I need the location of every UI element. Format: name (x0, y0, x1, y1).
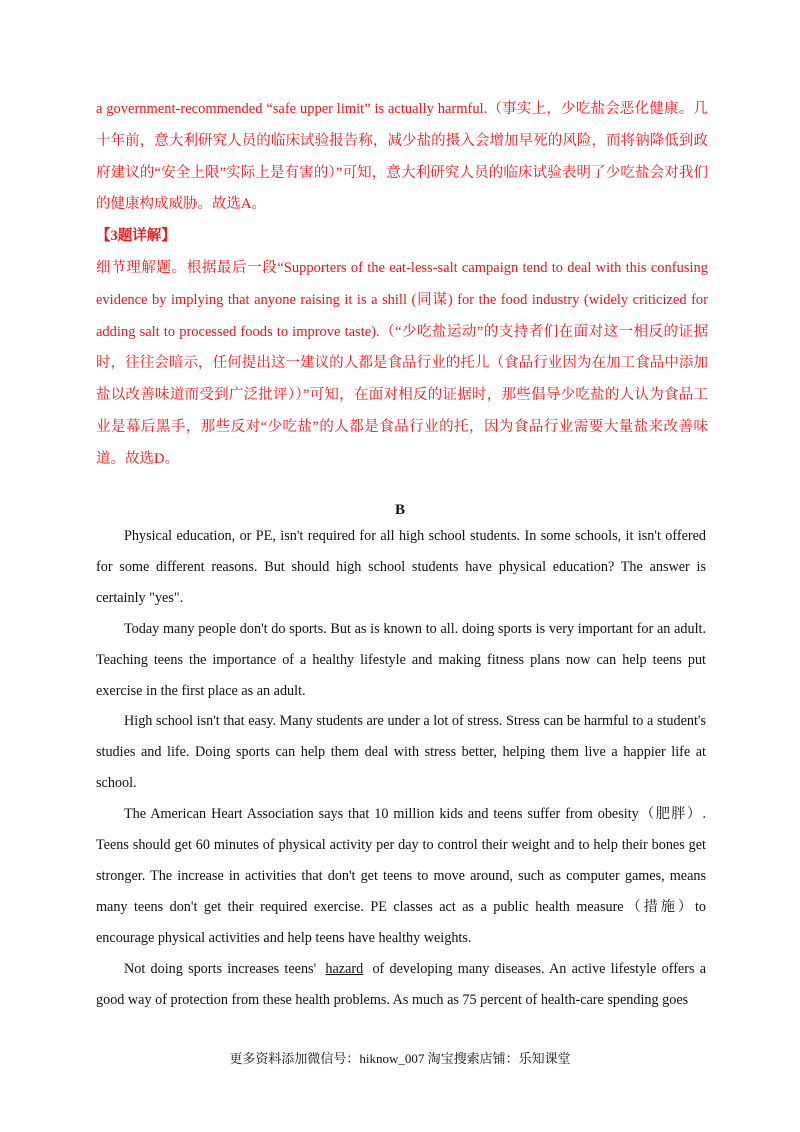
answer-explanation (96, 94, 708, 476)
passage-paragraph-4: The American Heart Association says that 10 million kids and teens suffer from obesity（肥胖）. Teens should get 60 minutes of physical activity per day to control their weight and to help their bones get stronger. The increase in activities that don't get teens to move around, such as computer games, means many teens don't get their required exercise. PE classes act as a public health measure（措施）to encourage physical activities and help teens have healthy weights. (96, 806, 706, 946)
underlined-word: hazard (325, 960, 364, 977)
paragraph-5-end: of developing many diseases. An active lifestyle offers a good way of protection from these health problems. As much as 75 percent of health-care spending goes (96, 960, 707, 1008)
passage-paragraph-2: Today many people don't do sports. But as is known to all. doing sports is very important for an adult. Teaching teens the importance of a healthy lifestyle and making fitness plans now can help teens put exercise in the first place as an adult. (96, 620, 706, 699)
question-3-heading: 【3题详解】 (96, 228, 176, 245)
passage-paragraph-1: Physical education, or PE, isn't required for all high school students. In some schools, it isn't offered for some different reasons. But should high school students have physical education? The answer is certainly "yes". (96, 528, 706, 606)
page-footer: 更多资料添加微信号：hiknow_007 淘宝搜索店铺：乐知课堂 (229, 1051, 571, 1066)
answer-paragraph-2: 细节理解题。根据最后一段“Supporters of the eat-less-salt campaign tend to deal with this confusing evidence by implying that anyone raising it is a shill (同谋) for the food industry (widely criticized for adding salt to processed foods to improve taste).（“少吃盐运动”的支持者们在面对这一相反的证据时，往往会暗示，任何提出这一建议的人都是食品行业的托儿（食品行业因为在加工食品中添加盐以改善味道而受到广泛批评））”可知，在面对相反的证据时，那些倡导少吃盐的人认为食品工业是幕后黑手，那些反对“少吃盐”的人都是食品行业的托，因为食品行业需要大量盐来改善味道。故选D。 (96, 259, 708, 467)
paragraph-5-start: Not doing sports increases teens' (124, 960, 317, 977)
passage-paragraph-5 (96, 954, 706, 1016)
reading-passage (96, 521, 706, 1016)
answer-paragraph-1: a government-recommended “safe upper limit” is actually harmful.（事实上，少吃盐会恶化健康。几十年前，意大利研究人员的临床试验报告称，减少盐的摄入会增加早死的风险，而将钠降低到政府建议的“安全上限”实际上是有害的）”可知，意大利研究人员的临床试验表明了少吃盐会对我们的健康构成威胁。故选A。 (96, 101, 708, 213)
section-title: B (394, 502, 405, 518)
passage-paragraph-3: High school isn't that easy. Many students are under a lot of stress. Stress can be harmful to a student's studies and life. Doing sports can help them deal with stress better, helping them live a happier life at school. (96, 713, 706, 792)
